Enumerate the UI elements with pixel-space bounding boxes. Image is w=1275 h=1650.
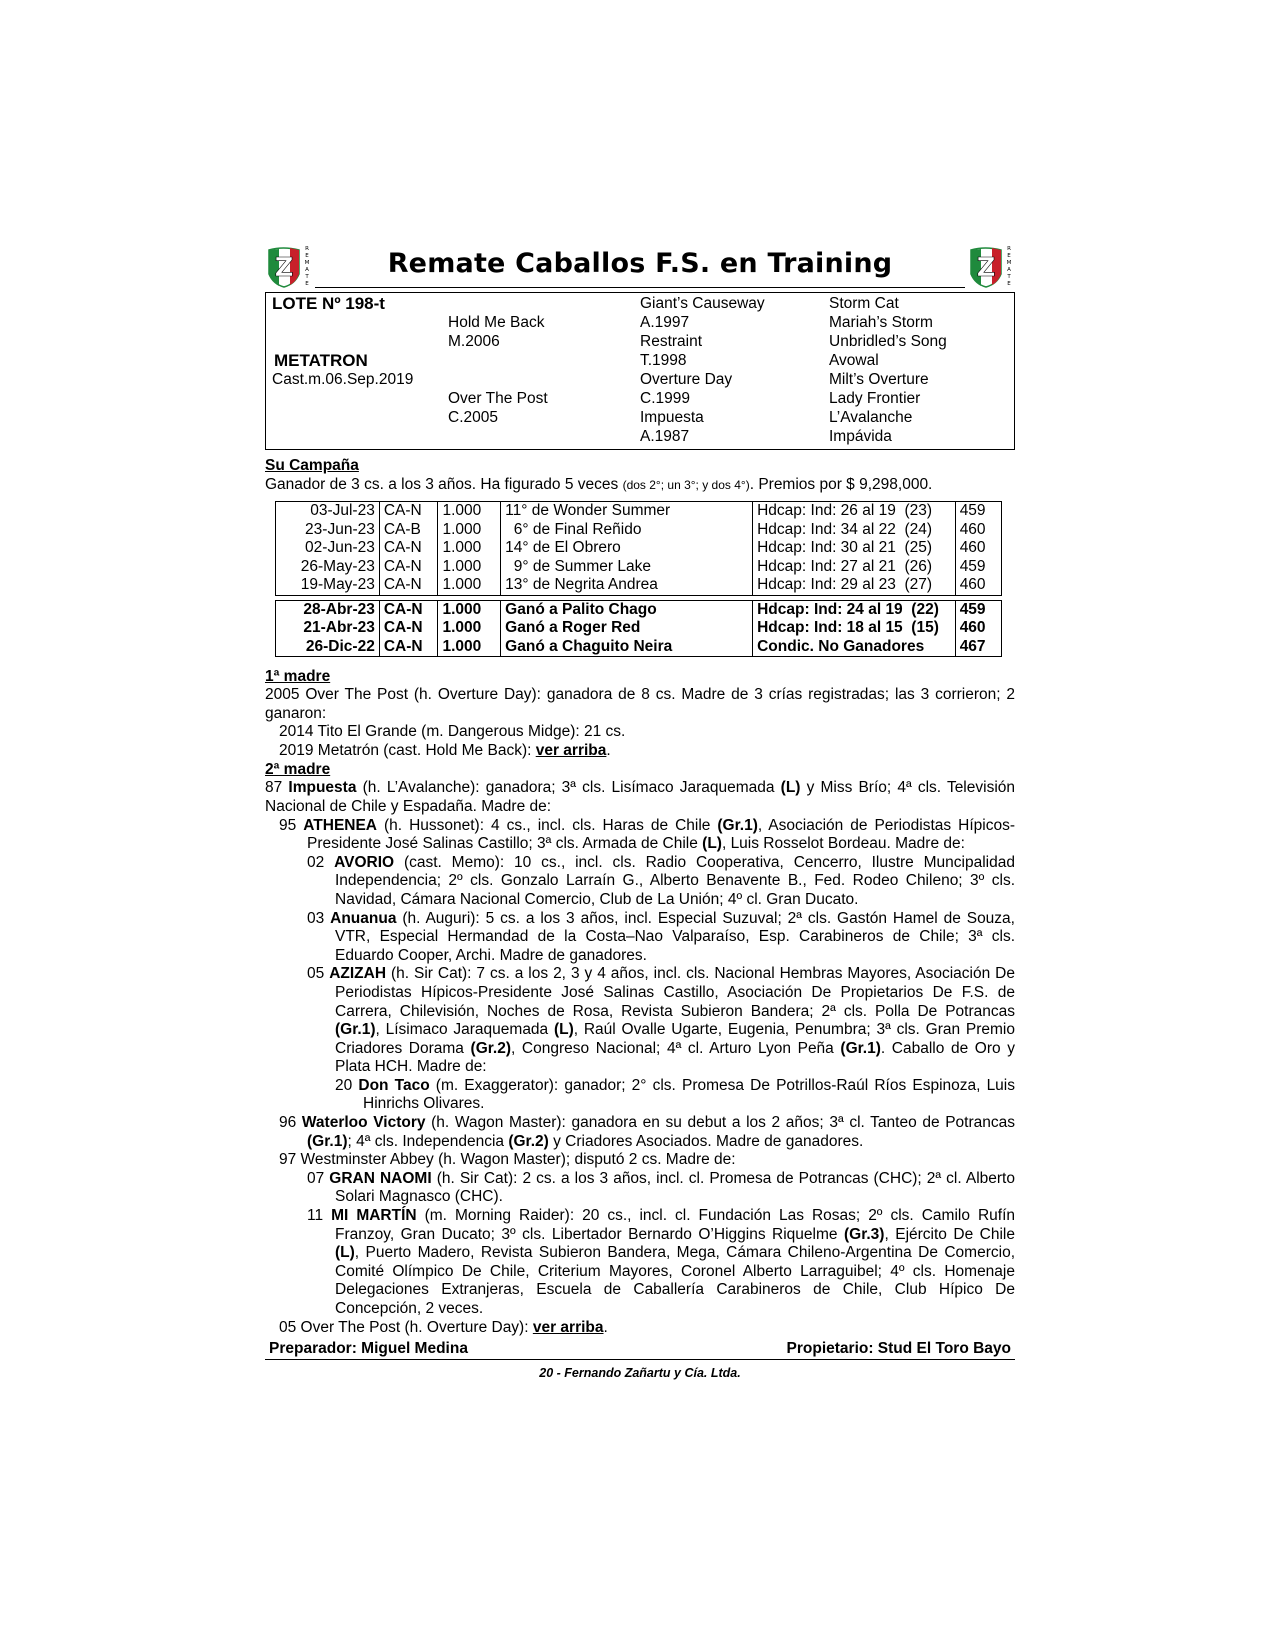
- race-condition: Condic. No Ganadores: [753, 638, 956, 657]
- race-weight: 460: [955, 576, 1001, 595]
- grandparent-info: A.1987: [640, 428, 690, 445]
- race-result: 6° de Final Reñido: [501, 521, 753, 540]
- race-condition: Hdcap: Ind: 24 al 19 (22): [753, 601, 956, 620]
- dam-name: Over The Post: [448, 390, 548, 407]
- produce-entry: 20 Don Taco (m. Exaggerator): ganador; 2° cls. Promesa De Potrillos-Raúl Ríos Espinoza, Luis Hinrichs Olivares.: [335, 1076, 1015, 1113]
- race-condition: Hdcap: Ind: 34 al 22 (24): [753, 521, 956, 540]
- race-weight: 459: [955, 558, 1001, 577]
- race-track: CA-N: [379, 576, 438, 595]
- race-condition: Hdcap: Ind: 30 al 21 (25): [753, 539, 956, 558]
- table-row: [276, 502, 1001, 521]
- svg-text:E: E: [1007, 253, 1011, 259]
- race-weight: 460: [955, 539, 1001, 558]
- page-title: Remate Caballos F.S. en Training: [387, 248, 893, 279]
- race-date: 23-Jun-23: [305, 520, 375, 538]
- race-result: Ganó a Palito Chago: [501, 601, 753, 620]
- race-condition: Hdcap: Ind: 18 al 15 (15): [753, 619, 956, 638]
- trainer-owner-row: [265, 1339, 1015, 1360]
- second-dam-heading: 2ª madre: [265, 761, 331, 779]
- svg-text:A: A: [305, 267, 309, 273]
- race-track: CA-N: [379, 539, 438, 558]
- produce-entry: 05 AZIZAH (h. Sir Cat): 7 cs. a los 2, 3 y 4 años, incl. cls. Nacional Hembras Mayores, Asociación De Periodistas Hípicos-Presidente José Salinas Castillo, Asociación De Propietarios De F.S. de Carrera, Chilevisión, Noches de Rosa, Revista Subieron Bandera; 2ª cls. Polla De Potrancas (Gr.1), Lísimaco Jaraquemada (L), Raúl Ovalle Ugarte, Eugenia, Penumbra; 3ª cls. Gran Premio Criadores Dorama (Gr.2), Congreso Nacional; 4ª cl. Arturo Lyon Peña (Gr.1). Caballo de Oro y Plata HCH. Madre de:: [307, 965, 1015, 1076]
- race-result: Ganó a Chaguito Neira: [501, 638, 753, 657]
- table-row: [276, 539, 1001, 558]
- race-track: CA-B: [379, 521, 438, 540]
- owner: Propietario: Stud El Toro Bayo: [786, 1340, 1011, 1358]
- grandparent-name: Giant’s Causeway: [640, 295, 765, 312]
- produce-entry: 05 Over The Post (h. Overture Day): ver arriba.: [279, 1318, 608, 1336]
- sire-name: Hold Me Back: [448, 314, 545, 331]
- race-result: 11° de Wonder Summer: [501, 502, 753, 521]
- svg-text:E: E: [1007, 281, 1011, 287]
- zanartu-logo: [967, 244, 1015, 288]
- grandparent-name: Impuesta: [640, 409, 704, 426]
- trainer: Preparador: Miguel Medina: [269, 1340, 468, 1358]
- grandparent-info: T.1998: [640, 352, 687, 369]
- race-result: 9° de Summer Lake: [501, 558, 753, 577]
- svg-text:M: M: [304, 260, 310, 266]
- produce-entry: 03 Anuanua (h. Auguri): 5 cs. a los 3 años, incl. Especial Suzuval; 2ª cls. Gastón Hamel de Souza, VTR, Especial Hermandad de la Costa–Nao Valparaíso, Esp. Carabineros de Chile; 3ª cls. Eduardo Cooper, Archi. Madre de ganadores.: [307, 909, 1015, 964]
- race-date: 03-Jul-23: [310, 502, 375, 519]
- header-divider: [315, 287, 965, 288]
- race-distance: 1.000: [438, 576, 501, 595]
- race-distance: 1.000: [438, 601, 501, 620]
- race-weight: 460: [955, 521, 1001, 540]
- dam-info: C.2005: [448, 409, 498, 426]
- race-result: Ganó a Roger Red: [501, 619, 753, 638]
- race-distance: 1.000: [438, 638, 501, 657]
- race-date: 02-Jun-23: [305, 539, 375, 556]
- race-distance: 1.000: [438, 521, 501, 540]
- table-row: [276, 638, 1001, 657]
- race-date: 26-May-23: [300, 557, 375, 575]
- sire-info: M.2006: [448, 333, 500, 350]
- race-track: CA-N: [379, 638, 438, 657]
- race-track: CA-N: [379, 619, 438, 638]
- produce-entry: 11 MI MARTÍN (m. Morning Raider): 20 cs., incl. cl. Fundación Las Rosas; 2º cls. Camilo Rufín Franzoy, Gran Ducato; 3º cls. Libertador Bernardo O’Higgins Riquelme (Gr.3), Ejército De Chile (L), Puerto Madero, Revista Subieron Bandera, Mega, Cámara Chileno-Argentina De Comercio, Comité Olímpico De Chile, Criterium Mayores, Coronel Alberto Larraguibel; 4º cls. Homenaje Delegaciones Extranjeras, Escuela de Caballería Carabineros de Chile, Club Hípico De Concepción, 2 veces.: [307, 1207, 1016, 1317]
- race-results-table: [275, 501, 1002, 596]
- table-row: [276, 558, 1001, 577]
- svg-text:E: E: [305, 281, 309, 287]
- grandparent-name: Restraint: [640, 333, 703, 350]
- svg-text:A: A: [1007, 267, 1011, 273]
- race-track: CA-N: [379, 558, 438, 577]
- race-condition: Hdcap: Ind: 27 al 21 (26): [753, 558, 956, 577]
- second-dam-text: 87 Impuesta (h. L’Avalanche): ganadora; 3ª cls. Lisímaco Jaraquemada (L) y Miss Brío; 4ª cls. Televisión Nacional de Chile y Espadaña. Madre de:: [265, 779, 1016, 815]
- table-row: [276, 619, 1001, 638]
- race-distance: 1.000: [438, 558, 501, 577]
- great-grandparent-name: Storm Cat: [829, 295, 899, 312]
- zanartu-logo: [265, 244, 313, 288]
- race-distance: 1.000: [438, 619, 501, 638]
- horse-info: Cast.m.06.Sep.2019: [272, 371, 414, 388]
- great-grandparent-name: Unbridled’s Song: [829, 333, 947, 350]
- race-result: 13° de Negrita Andrea: [501, 576, 753, 595]
- great-grandparent-name: Impávida: [829, 428, 892, 445]
- page-header: [265, 240, 1015, 292]
- race-date: 21-Abr-23: [303, 619, 375, 636]
- svg-text:E: E: [305, 253, 309, 259]
- race-date: 19-May-23: [300, 576, 375, 593]
- svg-text:T: T: [1007, 274, 1011, 280]
- race-track: CA-N: [379, 502, 438, 521]
- race-condition: Hdcap: Ind: 29 al 23 (27): [753, 576, 956, 595]
- race-weight: 460: [955, 619, 1001, 638]
- race-weight: 459: [955, 601, 1001, 620]
- svg-text:Z: Z: [274, 253, 294, 283]
- grandparent-name: Overture Day: [640, 371, 733, 388]
- catalog-page: [265, 240, 1015, 1380]
- campaign-heading: Su Campaña: [265, 457, 359, 474]
- table-row: [276, 521, 1001, 540]
- svg-text:T: T: [305, 274, 309, 280]
- race-date: 28-Abr-23: [303, 600, 375, 618]
- campaign-summary: Ganador de 3 cs. a los 3 años. Ha figurado 5 veces (dos 2°; un 3°; y dos 4°). Premios por $ 9,298,000.: [265, 476, 933, 493]
- svg-text:R: R: [1007, 246, 1011, 252]
- svg-text:R: R: [305, 246, 309, 252]
- produce-entry: 07 GRAN NAOMI (h. Sir Cat): 2 cs. a los 3 años, incl. cl. Promesa de Potrancas (CHC); 2ª cl. Alberto Solari Magnasco (CHC).: [307, 1169, 1015, 1206]
- page-footer: 20 - Fernando Zañartu y Cía. Ltda.: [539, 1366, 741, 1381]
- grandparent-info: A.1997: [640, 314, 690, 331]
- race-distance: 1.000: [438, 502, 501, 521]
- great-grandparent-name: Lady Frontier: [829, 390, 921, 407]
- svg-text:M: M: [1006, 260, 1012, 266]
- first-dam-text: 2005 Over The Post (h. Overture Day): ganadora de 8 cs. Madre de 3 crías registradas; las 3 corrieron; 2 ganaron:: [265, 686, 1015, 722]
- lot-number: LOTE Nº 198-t: [272, 294, 385, 313]
- pedigree-box: [265, 292, 1015, 450]
- produce-entry: 2014 Tito El Grande (m. Dangerous Midge): 21 cs.: [279, 723, 626, 741]
- great-grandparent-name: Mariah’s Storm: [829, 314, 933, 331]
- great-grandparent-name: L’Avalanche: [829, 409, 913, 426]
- table-row: [276, 576, 1001, 595]
- race-result: 14° de El Obrero: [501, 539, 753, 558]
- race-condition: Hdcap: Ind: 26 al 19 (23): [753, 502, 956, 521]
- race-date: 26-Dic-22: [305, 637, 375, 655]
- race-weight: 459: [955, 502, 1001, 521]
- horse-name: METATRON: [274, 351, 368, 370]
- produce-entry: 02 AVORIO (cast. Memo): 10 cs., incl. cls. Radio Cooperativa, Cencerro, Ilustre Muncipalidad Independencia; 2º cls. Gonzalo Larraín G., Alberto Benavente B., Fed. Rodeo Chileno; 3º cls. Navidad, Cámara Nacional Comercio, Club de La Unión; 4º cl. Gran Ducato.: [307, 853, 1015, 908]
- produce-entry: 96 Waterloo Victory (h. Wagon Master): ganadora en su debut a los 2 años; 3ª cl. Tanteo de Potrancas (Gr.1); 4ª cls. Independencia (Gr.2) y Criadores Asociados. Madre de ganadores.: [279, 1114, 1015, 1150]
- race-track: CA-N: [379, 601, 438, 620]
- race-distance: 1.000: [438, 539, 501, 558]
- produce-entry: 95 ATHENEA (h. Hussonet): 4 cs., incl. cls. Haras de Chile (Gr.1), Asociación de Periodistas Hípicos-Presidente José Salinas Castillo; 3ª cls. Armada de Chile (L), Luis Rosselot Bordeau. Madre de:: [279, 816, 1015, 853]
- grandparent-info: C.1999: [640, 390, 690, 407]
- great-grandparent-name: Avowal: [829, 352, 879, 369]
- race-wins-table: [275, 600, 1002, 658]
- svg-text:Z: Z: [976, 253, 996, 283]
- great-grandparent-name: Milt’s Overture: [829, 371, 929, 388]
- race-weight: 467: [955, 638, 1001, 657]
- produce-entry: 97 Westminster Abbey (h. Wagon Master); disputó 2 cs. Madre de:: [279, 1151, 736, 1169]
- table-row: [276, 601, 1001, 620]
- produce-entry: 2019 Metatrón (cast. Hold Me Back): ver arriba.: [279, 741, 611, 759]
- first-dam-heading: 1ª madre: [265, 668, 331, 685]
